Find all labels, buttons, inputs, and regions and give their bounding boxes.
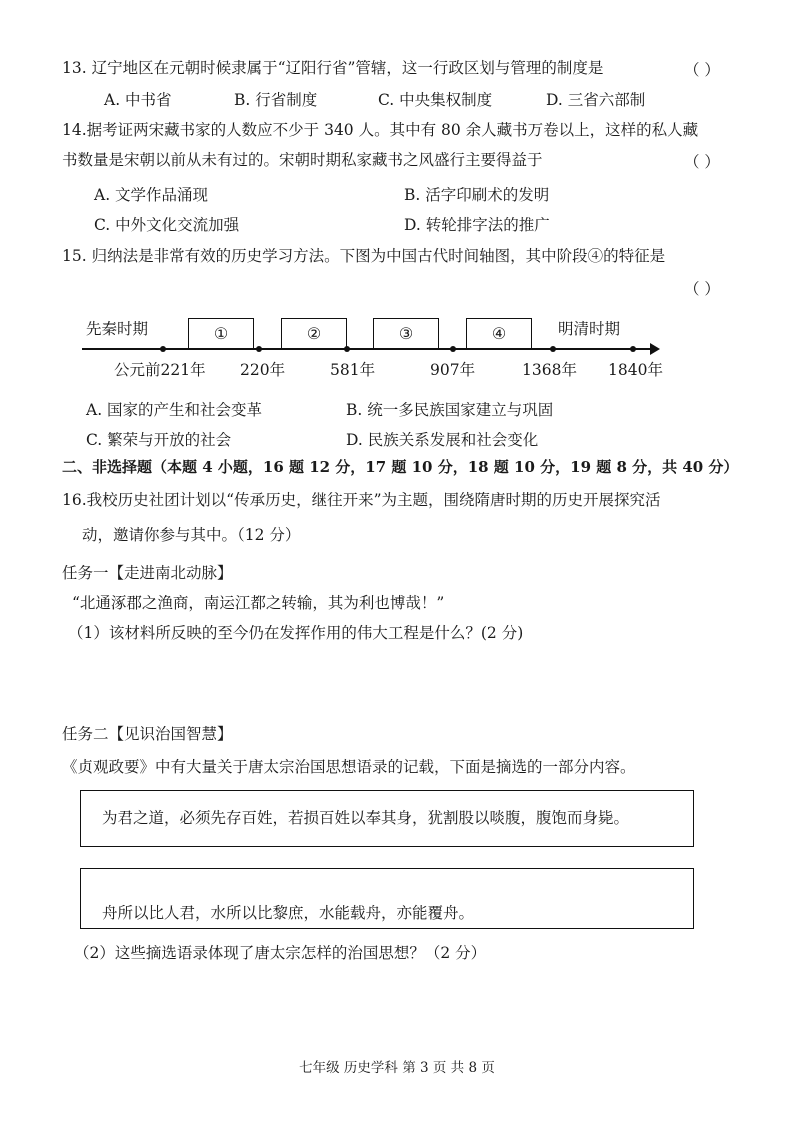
timeline-axis	[82, 348, 654, 350]
q15-option-b: B. 统一多民族国家建立与巩固	[346, 401, 554, 419]
q16-stem-line2: 动，邀请你参与其中。（12 分）	[82, 526, 301, 544]
q14-option-d: D. 转轮排字法的推广	[404, 216, 550, 234]
timeline-right-period: 明清时期	[558, 320, 621, 338]
task2-title: 任务二【见识治国智慧】	[62, 725, 233, 743]
q15-stem: 15. 归纳法是非常有效的历史学习方法。下图为中国古代时间轴图，其中阶段④的特征是	[62, 247, 666, 265]
q14-option-c: C. 中外文化交流加强	[94, 216, 240, 234]
q14-option-b: B. 活字印刷术的发明	[404, 186, 550, 204]
timeline-arrow-icon	[650, 343, 660, 355]
timeline-date: 581年	[330, 361, 376, 379]
page-footer: 七年级 历史学科 第 3 页 共 8 页	[299, 1060, 495, 1076]
q13-option-d: D. 三省六部制	[546, 91, 646, 109]
timeline-box-3: ③	[373, 318, 439, 348]
q13-option-c: C. 中央集权制度	[378, 91, 493, 109]
timeline-dot	[160, 346, 166, 352]
timeline-date: 220年	[240, 361, 286, 379]
section2-heading: 二、非选择题（本题 4 小题，16 题 12 分，17 题 10 分，18 题 10 分，19 题 8 分，共 40 分）	[62, 458, 739, 476]
timeline-box-1: ①	[188, 318, 254, 348]
task1-quote: “北通涿郡之渔商，南运江都之转输，其为利也博哉！”	[72, 594, 445, 612]
timeline-date: 公元前221年	[114, 361, 206, 379]
timeline-box-2: ②	[281, 318, 347, 348]
timeline-dot	[550, 346, 556, 352]
timeline-date: 1368年	[522, 361, 577, 379]
q14-answer-paren: （ ）	[684, 153, 720, 171]
timeline-box-4: ④	[466, 318, 532, 348]
q13-answer-paren: （ ）	[684, 61, 720, 79]
q14-stem-line2: 书数量是宋朝以前从未有过的。宋朝时期私家藏书之风盛行主要得益于	[62, 151, 543, 169]
timeline-dot	[630, 346, 636, 352]
timeline-date: 1840年	[608, 361, 663, 379]
q16-stem-line1: 16.我校历史社团计划以“传承历史，继往开来”为主题，围绕隋唐时期的历史开展探究活	[62, 491, 661, 509]
quote-box-1-text: 为君之道，必须先存百姓，若损百姓以奉其身，犹割股以啖腹，腹饱而身毙。	[102, 809, 630, 827]
q13-option-a: A. 中书省	[104, 91, 172, 109]
q14-stem-line1: 14.据考证两宋藏书家的人数应不少于 340 人。其中有 80 余人藏书万卷以上，这样的私人藏	[62, 121, 699, 139]
q15-option-d: D. 民族关系发展和社会变化	[346, 431, 539, 449]
timeline-dot	[256, 346, 262, 352]
q13-stem: 13. 辽宁地区在元朝时候隶属于“辽阳行省”管辖，这一行政区划与管理的制度是	[62, 59, 604, 77]
quote-box-2-text: 舟所以比人君，水所以比黎庶，水能载舟，亦能覆舟。	[102, 904, 475, 922]
task1-title: 任务一【走进南北动脉】	[62, 564, 233, 582]
task1-question: （1）该材料所反映的至今仍在发挥作用的伟大工程是什么？(2 分)	[68, 624, 524, 642]
q15-option-c: C. 繁荣与开放的社会	[86, 431, 232, 449]
timeline-dot	[450, 346, 456, 352]
q14-option-a: A. 文学作品涌现	[94, 186, 209, 204]
q13-option-b: B. 行省制度	[234, 91, 318, 109]
q15-answer-paren: （ ）	[684, 280, 720, 298]
task2-question: （2）这些摘选语录体现了唐太宗怎样的治国思想？（2 分）	[74, 944, 487, 962]
timeline-dot	[344, 346, 350, 352]
timeline-left-period: 先秦时期	[86, 320, 149, 338]
timeline-date: 907年	[430, 361, 476, 379]
task2-intro: 《贞观政要》中有大量关于唐太宗治国思想语录的记载，下面是摘选的一部分内容。	[62, 758, 636, 776]
q15-option-a: A. 国家的产生和社会变革	[86, 401, 263, 419]
